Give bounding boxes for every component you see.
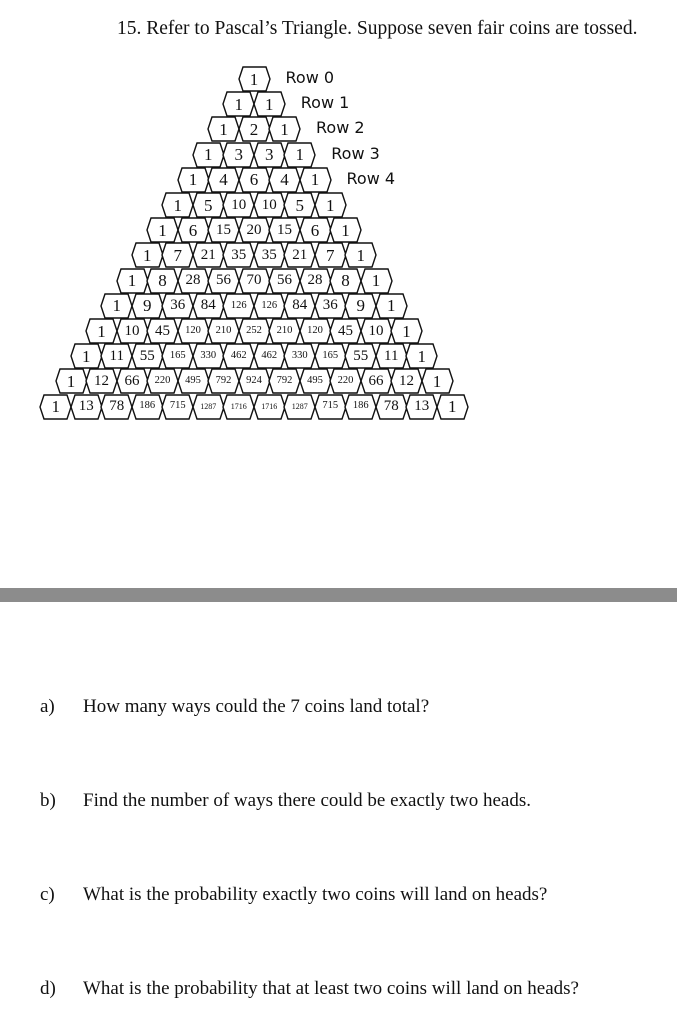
triangle-cell [101, 395, 132, 419]
triangle-cell [361, 319, 392, 343]
question-text: How many ways could the 7 coins land total? [83, 696, 430, 717]
triangle-cell [284, 395, 315, 419]
triangle-cell-value: 330 [200, 349, 217, 361]
triangle-cell [162, 294, 193, 318]
triangle-cell-value: 3 [234, 145, 243, 165]
triangle-cell [254, 193, 285, 217]
triangle-cell-value: 126 [230, 299, 247, 311]
triangle-cell [300, 218, 331, 242]
triangle-cell-value: 1 [432, 371, 442, 391]
triangle-cell-value: 1 [402, 321, 411, 341]
triangle-cell-value: 12 [399, 372, 414, 389]
triangle-cell-value: 1 [188, 170, 198, 190]
triangle-cell-value: 165 [169, 349, 186, 361]
triangle-cell [178, 269, 209, 293]
triangle-cell-value: 9 [143, 296, 152, 316]
triangle-cell-value: 13 [414, 398, 430, 415]
triangle-cell-value: 792 [215, 375, 232, 387]
question-text: Find the number of ways there could be exactly two heads. [83, 790, 531, 811]
triangle-cell [178, 319, 209, 343]
triangle-cell-value: 220 [337, 375, 354, 387]
triangle-cell [239, 168, 270, 192]
triangle-cell [315, 395, 346, 419]
triangle-cell [71, 344, 102, 368]
triangle-cell-value: 4 [219, 170, 228, 190]
triangle-cell [330, 218, 361, 242]
triangle-cell-value: 330 [291, 349, 308, 361]
triangle-cell [193, 193, 224, 217]
triangle-cell-value: 1 [158, 220, 167, 240]
section-divider [0, 588, 677, 602]
triangle-cell [208, 369, 239, 393]
triangle-cell [239, 369, 270, 393]
triangle-cell [361, 369, 392, 393]
triangle-cell [376, 395, 407, 419]
triangle-cell-value: 495 [307, 375, 323, 387]
triangle-cell [208, 269, 239, 293]
triangle-cell [345, 344, 376, 368]
triangle-cell-value: 1 [326, 195, 335, 215]
triangle-cell-value: 792 [276, 375, 293, 387]
triangle-cell [162, 395, 193, 419]
triangle-cell [101, 294, 132, 318]
triangle-cell-value: 36 [170, 297, 186, 314]
triangle-cell-value: 10 [124, 322, 140, 339]
triangle-cell-value: 56 [277, 272, 292, 289]
triangle-cell [208, 218, 239, 242]
row-label: Row 0 [285, 68, 335, 87]
triangle-cell [117, 319, 148, 343]
row-label: Row 2 [316, 118, 365, 138]
triangle-cell [269, 319, 300, 343]
triangle-cell [147, 319, 178, 343]
triangle-cell-value: 1 [356, 245, 365, 265]
triangle-cell [178, 168, 209, 192]
triangle-cell [223, 143, 254, 167]
triangle-cell [162, 344, 193, 368]
triangle-cell-value: 165 [322, 349, 339, 361]
triangle-cell [406, 344, 437, 368]
triangle-cell-value: 1 [127, 271, 137, 291]
triangle-cell-value: 120 [307, 324, 323, 336]
triangle-cell [208, 319, 239, 343]
triangle-cell [284, 243, 315, 267]
triangle-cell-value: 10 [231, 196, 247, 213]
triangle-cell [315, 193, 346, 217]
triangle-cell [193, 143, 224, 167]
triangle-cell [71, 395, 102, 419]
triangle-cell-value: 28 [185, 272, 201, 289]
triangle-cell [86, 319, 117, 343]
triangle-cell-value: 36 [322, 297, 338, 314]
triangle-cell [254, 344, 285, 368]
triangle-cell-value: 45 [338, 322, 353, 339]
triangle-cell [300, 319, 331, 343]
triangle-cell [239, 218, 270, 242]
triangle-cell-value: 1 [143, 245, 152, 265]
triangle-cell-value: 1 [97, 321, 106, 341]
triangle-cell-value: 210 [276, 324, 293, 336]
triangle-cell-value: 21 [292, 246, 308, 263]
triangle-cell [132, 395, 163, 419]
triangle-cell-value: 1287 [291, 401, 308, 411]
triangle-cell [376, 344, 407, 368]
triangle-cell-value: 1 [112, 296, 121, 316]
triangle-cell [269, 117, 300, 141]
triangle-cell-value: 1 [280, 119, 289, 139]
triangle-cell-value: 120 [185, 324, 201, 336]
triangle-cell-value: 220 [154, 375, 171, 387]
triangle-cell [284, 143, 315, 167]
triangle-cell-value: 78 [109, 398, 125, 415]
triangle-cell [376, 294, 407, 318]
triangle-cell-value: 1 [417, 346, 426, 366]
triangle-cell-value: 495 [185, 375, 201, 387]
triangle-cell-value: 1 [51, 397, 60, 417]
triangle-cell-value: 1 [249, 69, 259, 89]
triangle-cell-value: 7 [326, 245, 335, 265]
triangle-cell-value: 13 [78, 398, 94, 415]
triangle-cell-value: 35 [261, 246, 277, 263]
triangle-cell-value: 78 [383, 398, 399, 415]
triangle-cell-value: 9 [356, 296, 365, 316]
triangle-cell [345, 294, 376, 318]
triangle-cell-value: 55 [139, 347, 155, 364]
triangle-cell [223, 294, 254, 318]
triangle-cell [269, 269, 300, 293]
triangle-cell-value: 1 [204, 145, 213, 165]
question-letter: d) [40, 978, 56, 999]
triangle-cell-value: 5 [295, 195, 304, 215]
pascals-triangle [0, 0, 677, 440]
triangle-cell-value: 66 [368, 372, 384, 389]
question-letter: b) [40, 790, 56, 811]
triangle-cell-value: 210 [215, 324, 232, 336]
triangle-cell [132, 344, 163, 368]
triangle-cell-value: 21 [200, 246, 216, 263]
row-label: Row 4 [346, 168, 396, 188]
question-text: What is the probability that at least two coins will land on heads? [83, 978, 579, 999]
triangle-cell [437, 395, 468, 419]
triangle-cell-value: 12 [94, 372, 109, 389]
triangle-cell-value: 10 [261, 196, 277, 213]
question-letter: c) [40, 884, 55, 905]
triangle-cell [147, 269, 178, 293]
triangle-cell [223, 92, 254, 116]
triangle-cell-value: 35 [231, 246, 247, 263]
triangle-cell-value: 715 [322, 400, 339, 412]
triangle-cell [208, 168, 239, 192]
triangle-cell-value: 715 [169, 400, 186, 412]
triangle-cell [162, 243, 193, 267]
triangle-cell-value: 3 [265, 145, 274, 165]
triangle-cell-value: 462 [230, 349, 247, 361]
triangle-cell-value: 1 [310, 170, 320, 190]
triangle-cell [300, 369, 331, 393]
triangle-cell [315, 294, 346, 318]
triangle-cell-value: 6 [249, 170, 259, 190]
triangle-cell-value: 1 [219, 119, 228, 139]
triangle-cell-value: 6 [188, 220, 198, 240]
triangle-cell [40, 395, 71, 419]
triangle-cell [178, 218, 209, 242]
triangle-cell-value: 1 [387, 296, 396, 316]
triangle-cell-value: 1 [66, 371, 76, 391]
triangle-cell [193, 243, 224, 267]
triangle-cell [254, 294, 285, 318]
triangle-cell [56, 369, 87, 393]
triangle-cell [345, 395, 376, 419]
triangle-cell-value: 8 [158, 271, 167, 291]
question-text: What is the probability exactly two coins will land on heads? [83, 884, 548, 905]
triangle-cell-value: 252 [246, 324, 262, 336]
triangle-cell [101, 344, 132, 368]
triangle-cell-value: 924 [246, 375, 262, 387]
triangle-cell [239, 117, 270, 141]
triangle-cell-value: 84 [292, 297, 308, 314]
triangle-cell [239, 319, 270, 343]
triangle-cell [147, 218, 178, 242]
triangle-cell [86, 369, 117, 393]
triangle-cell [300, 168, 331, 192]
triangle-cell [315, 344, 346, 368]
triangle-cell-value: 1 [448, 397, 457, 417]
triangle-cell-value: 8 [341, 271, 350, 291]
triangle-cell [284, 294, 315, 318]
triangle-cell [406, 395, 437, 419]
triangle-cell-value: 4 [280, 170, 289, 190]
triangle-cell-value: 462 [261, 349, 278, 361]
triangle-cell [345, 243, 376, 267]
triangle-cell-value: 1 [265, 94, 274, 114]
triangle-cell-value: 1287 [200, 401, 217, 411]
triangle-cell [269, 218, 300, 242]
triangle-cell-value: 1 [341, 220, 350, 240]
triangle-cell-value: 11 [109, 347, 124, 364]
triangle-cell [178, 369, 209, 393]
triangle-cell-value: 186 [352, 400, 369, 412]
triangle-cell-value: 15 [277, 221, 292, 238]
triangle-cell [284, 193, 315, 217]
triangle-cell [117, 269, 148, 293]
triangle-cell [132, 294, 163, 318]
triangle-cell [422, 369, 453, 393]
triangle-cell-value: 6 [310, 220, 320, 240]
problem-heading: 15. Refer to Pascal’s Triangle. Suppose seven fair coins are tossed. [117, 18, 638, 39]
triangle-cell [254, 92, 285, 116]
triangle-cell [239, 67, 270, 91]
triangle-cell-value: 55 [353, 347, 369, 364]
row-label: Row 1 [300, 93, 350, 113]
triangle-cell [147, 369, 178, 393]
triangle-cell-value: 186 [139, 400, 156, 412]
triangle-cell-value: 126 [261, 299, 278, 311]
triangle-cell-value: 10 [368, 322, 384, 339]
triangle-cell [284, 344, 315, 368]
triangle-cell-value: 84 [200, 297, 216, 314]
triangle-cell [300, 269, 331, 293]
triangle-cell [223, 193, 254, 217]
row-label: Row 3 [331, 143, 380, 163]
triangle-cell-value: 1 [295, 145, 304, 165]
triangle-cell-value: 11 [384, 347, 399, 364]
triangle-cell [223, 344, 254, 368]
triangle-cell-value: 70 [246, 272, 262, 289]
triangle-cell-value: 66 [124, 372, 140, 389]
triangle-cell [254, 395, 285, 419]
triangle-cell-value: 28 [307, 272, 323, 289]
triangle-cell [391, 319, 422, 343]
triangle-cell-value: 1 [82, 346, 91, 366]
triangle-cell [223, 243, 254, 267]
triangle-cell [208, 117, 239, 141]
triangle-cell [132, 243, 163, 267]
triangle-cell-value: 1 [371, 271, 381, 291]
triangle-cell [223, 395, 254, 419]
triangle-cell-value: 20 [246, 221, 262, 238]
triangle-cell-value: 2 [249, 119, 259, 139]
triangle-cell [269, 168, 300, 192]
triangle-cell-value: 1716 [261, 401, 278, 411]
question-letter: a) [40, 696, 55, 717]
triangle-cell-value: 1 [234, 94, 243, 114]
triangle-cell [193, 395, 224, 419]
triangle-cell [330, 269, 361, 293]
triangle-cell [254, 243, 285, 267]
triangle-cell [193, 294, 224, 318]
triangle-cell [361, 269, 392, 293]
triangle-cell [117, 369, 148, 393]
triangle-cell [330, 369, 361, 393]
triangle-cell-value: 56 [216, 272, 231, 289]
triangle-cell [254, 143, 285, 167]
triangle-cell [162, 193, 193, 217]
triangle-cell [269, 369, 300, 393]
triangle-cell [239, 269, 270, 293]
triangle-cell-value: 45 [155, 322, 170, 339]
triangle-cell-value: 5 [204, 195, 213, 215]
triangle-cell [193, 344, 224, 368]
triangle-cell [330, 319, 361, 343]
triangle-cell [315, 243, 346, 267]
triangle-cell-value: 7 [173, 245, 182, 265]
triangle-cell [391, 369, 422, 393]
triangle-cell-value: 15 [216, 221, 231, 238]
triangle-cell-value: 1 [173, 195, 182, 215]
triangle-cell-value: 1716 [230, 401, 247, 411]
